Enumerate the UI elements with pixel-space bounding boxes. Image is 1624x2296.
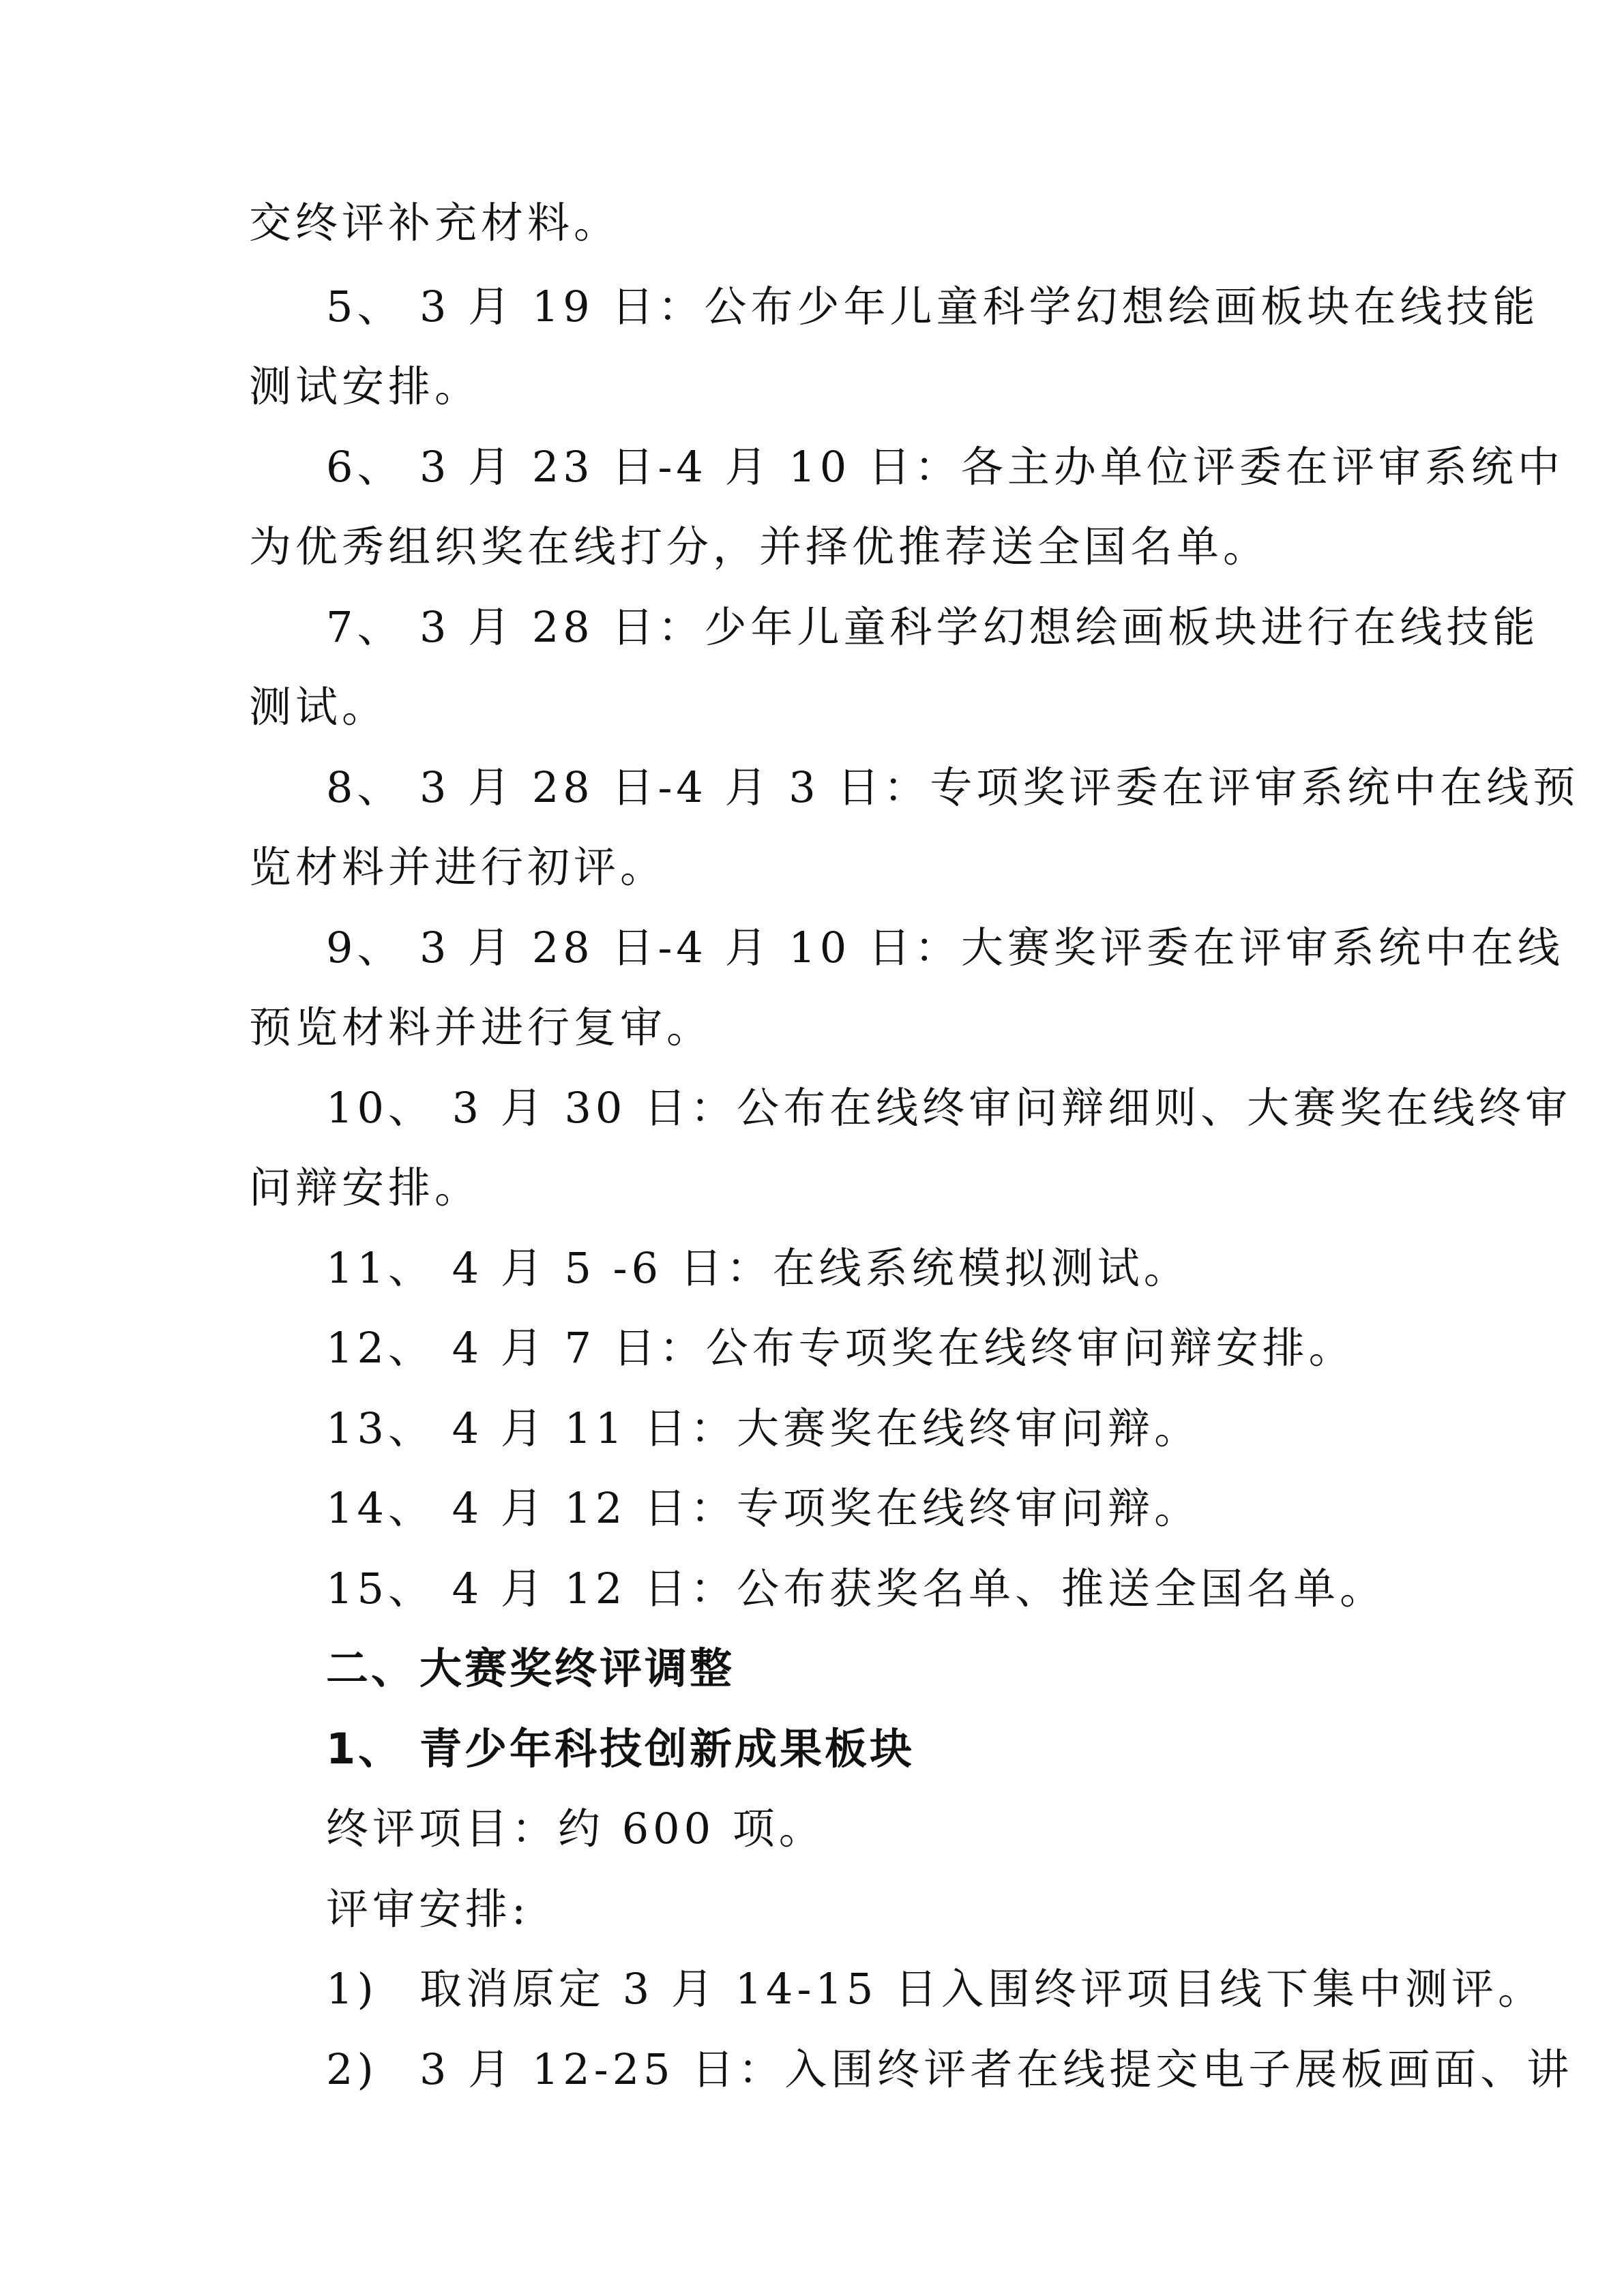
text-line: 15、 4 月 12 日：公布获奖名单、推送全国名单。 [326, 1564, 1387, 1613]
text-line: 问辩安排。 [249, 1163, 482, 1212]
text-line: 览材料并进行初评。 [249, 842, 667, 892]
text-line: 取消原定 3 月 14-15 日入围终评项目线下集中测评。 [419, 1964, 1545, 2014]
text-line: 11、 4 月 5 -6 日：在线系统模拟测试。 [326, 1243, 1190, 1293]
text-line: 10、 3 月 30 日：公布在线终审问辩细则、大赛奖在线终审 [326, 1083, 1572, 1133]
text-line: 评审安排: [326, 1884, 530, 1934]
list-number: 2) [326, 2044, 378, 2094]
text-line: 3 月 28 日-4 月 3 日：专项奖评委在评审系统中在线预 [419, 762, 1580, 812]
text-line: 13、 4 月 11 日：大赛奖在线终审问辩。 [326, 1403, 1201, 1453]
subsection-number: 1、 [326, 1724, 404, 1774]
text-line: 测试。 [249, 682, 389, 732]
list-number: 9、 [326, 923, 404, 972]
text-line: 测试安排。 [249, 361, 482, 411]
subsection-heading: 青少年科技创新成果板块 [419, 1724, 915, 1774]
text-line: 终评项目：约 600 项。 [326, 1804, 825, 1853]
text-line: 12、 4 月 7 日：公布专项奖在线终审问辩安排。 [326, 1323, 1355, 1373]
text-line: 为优秀组织奖在线打分，并择优推荐送全国名单。 [249, 522, 1270, 571]
text-line: 3 月 12-25 日：入围终评者在线提交电子展板画面、讲 [419, 2044, 1574, 2094]
text-line: 预览材料并进行复审。 [249, 1002, 713, 1052]
list-number: 5、 [326, 282, 404, 331]
text-line: 14、 4 月 12 日：专项奖在线终审问辩。 [326, 1483, 1201, 1533]
text-line: 交终评补充材料。 [249, 198, 621, 248]
list-number: 7、 [326, 602, 404, 652]
text-line: 3 月 19 日：公布少年儿童科学幻想绘画板块在线技能 [419, 282, 1539, 331]
text-line: 3 月 28 日：少年儿童科学幻想绘画板块进行在线技能 [419, 602, 1539, 652]
section-number: 二、 [326, 1643, 417, 1693]
section-heading: 大赛奖终评调整 [419, 1643, 735, 1693]
text-line: 3 月 28 日-4 月 10 日：大赛奖评委在评审系统中在线 [419, 923, 1564, 972]
list-number: 6、 [326, 442, 404, 492]
list-number: 8、 [326, 762, 404, 812]
text-line: 3 月 23 日-4 月 10 日：各主办单位评委在评审系统中 [419, 442, 1564, 492]
list-number: 1) [326, 1964, 378, 2014]
